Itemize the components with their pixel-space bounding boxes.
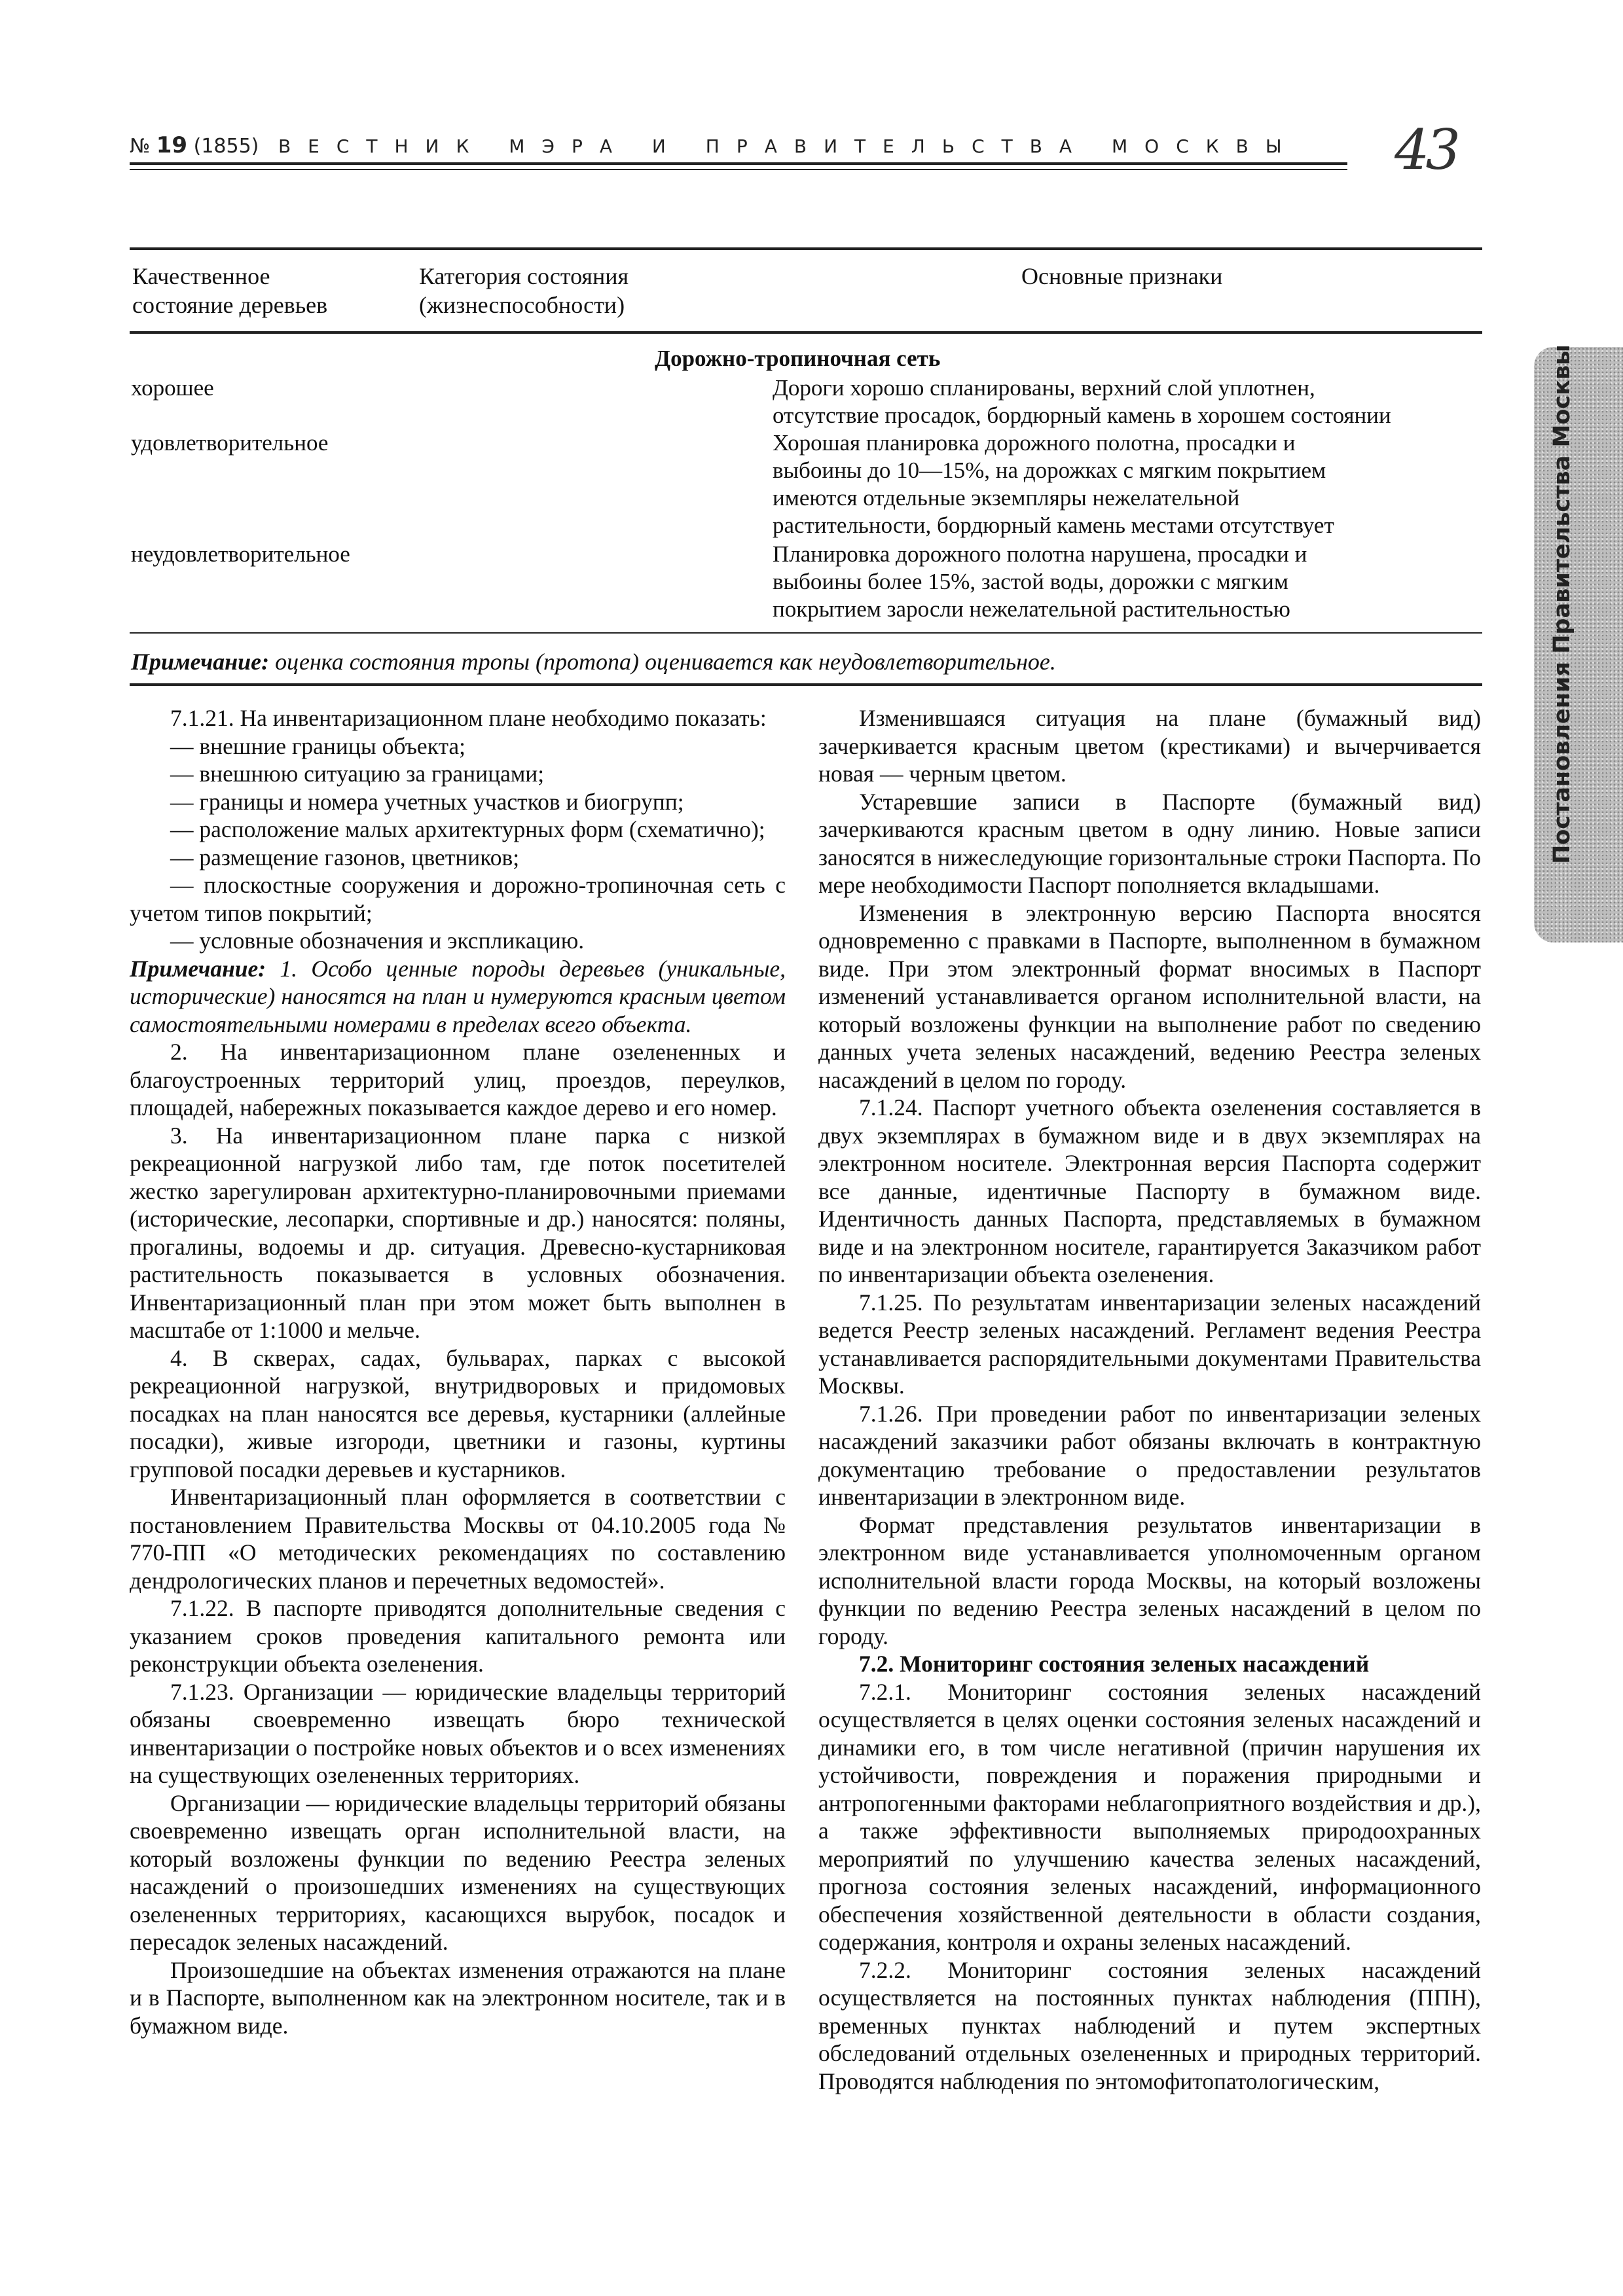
table-header-col2: Категория состояния (жизнеспособности) <box>419 263 629 318</box>
table-row-state: хорошее <box>131 375 214 401</box>
list-item: — расположение малых архитектурных форм (схематично); <box>170 816 765 842</box>
list-item: — условные обозначения и экспликацию. <box>170 927 585 954</box>
section-side-tab-label: Постановления Правительства Москвы <box>1549 344 1575 864</box>
list-item: — плоскостные сооружения и дорожно-тропиночная сеть с учетом типов покрытий; <box>130 872 786 926</box>
paragraph: 7.2.2. Мониторинг состояния зеленых насаждений осуществляется на постоянных пунктах наблюдения (ППН), временных пунктах наблюдений и путем экспертных обследований отдельных озелененных и природных территорий. Проводятся наблюдения по энтомофитопатологическим, <box>818 1956 1481 2094</box>
paragraph: Формат представления результатов инвентаризации в электронном виде устанавливается уполномоченным органом исполнительной власти города Москвы, на который возложены функции по ведению Реестра зеленых насаждений в целом по городу. <box>818 1511 1481 1649</box>
table-note-rule <box>130 683 1482 686</box>
paragraph: Изменения в электронную версию Паспорта вносятся одновременно с правками в Паспорте, выполненном в бумажном виде. При этом электронный формат вносимых в Паспорт изменений устанавливается органом исполнительной власти, на который возложены функции на выполнение работ по сведению данных учета зеленых насаждений, ведению Реестра зеленых насаждений в целом по городу. <box>818 899 1481 1093</box>
paragraph: 3. На инвентаризационном плане парка с низкой рекреационной нагрузкой либо там, где поток посетителей жестко зарегулирован архитектурно-планировочными приемами (исторические, лесопарки, спортивные и др.) наносятся: поляны, прогалины, водоемы и др. ситуация. Древесно-кустарниковая растительность показывается в условных обозначения. Инвентаризационный план при этом может быть выполнен в масштабе от 1:1000 и мельче. <box>130 1122 786 1343</box>
page-number: 43 <box>1395 118 1457 182</box>
table-header-col3: Основные признаки <box>1021 263 1223 289</box>
section-side-tab <box>1534 344 1623 942</box>
paragraph: Произошедшие на объектах изменения отражаются на плане и в Паспорте, выполненном как на электронном носителе, так и в бумажном виде. <box>130 1956 786 2039</box>
table-row-signs: Хорошая планировка дорожного полотна, просадки и выбоины до 10—15%, на дорожках с мягким покрытием имеются отдельные экземпляры нежелательной растительности, бордюрный камень местами отсутствует <box>773 430 1334 538</box>
paragraph: 7.1.24. Паспорт учетного объекта озеленения составляется в двух экземплярах в бумажном виде и в двух экземплярах на электронном носителе. Электронная версия Паспорта содержит все данные, идентичные Паспорту в бумажном виде. Идентичность данных Паспорта, представляемых в бумажном виде и на электронном носителе, гарантируется Заказчиком работ по инвентаризации объекта озеленения. <box>818 1094 1481 1287</box>
paragraph: 7.1.26. При проведении работ по инвентаризации зеленых насаждений заказчики работ обязаны включать в контрактную документацию требование о предоставлении результатов инвентаризации в электронном виде. <box>818 1400 1481 1510</box>
list-item: — внешние границы объекта; <box>170 732 466 759</box>
table-section-title: Дорожно-тропиночная сеть <box>655 346 941 371</box>
table-header-col1: Качественное состояние деревьев <box>132 263 328 318</box>
list-item: — размещение газонов, цветников; <box>170 844 520 870</box>
paragraph: Организации — юридические владельцы территорий обязаны своевременно извещать орган исполнительной власти, на который возложены функции по ведению Реестра зеленых насаждений о произошедших изменениях на существующих озелененных территориях, касающихся вырубок, посадок и пересадок зеленых насаждений. <box>130 1789 786 1955</box>
issue-paren: (1855) <box>193 135 259 158</box>
journal-title: ВЕСТНИК МЭРА И ПРАВИТЕЛЬСТВА МОСКВЫ <box>278 135 1299 157</box>
table-row-signs: Планировка дорожного полотна нарушена, просадки и выбоины более 15%, застой воды, дорожки с мягким покрытием заросли нежелательной растительностью <box>773 541 1307 622</box>
paragraph: 7.1.23. Организации — юридические владельцы территорий обязаны своевременно извещать бюро технической инвентаризации о постройке новых объектов и о всех изменениях на существующих озелененных территориях. <box>130 1678 786 1788</box>
table-header-rule <box>130 331 1482 334</box>
note-paragraph: Примечание: 1. Особо ценные породы деревьев (уникальные, исторические) наносятся на план и нумеруются красным цветом самостоятельными номерами в пределах всего объекта. <box>130 955 786 1037</box>
list-item: — внешнюю ситуацию за границами; <box>170 761 545 787</box>
table-top-rule <box>130 247 1482 250</box>
right-column <box>818 704 1481 2095</box>
paragraph: Изменившаяся ситуация на плане (бумажный вид) зачеркивается красным цветом (крестиками) и вычерчивается новая — черным цветом. <box>818 705 1481 787</box>
paragraph: 2. На инвентаризационном плане озелененных и благоустроенных территорий улиц, проездов, переулков, площадей, набережных показывается каждое дерево и его номер. <box>130 1039 786 1121</box>
issue-number: 19 <box>156 132 188 158</box>
table-row-state: неудовлетворительное <box>131 541 350 567</box>
issue-no-label: № <box>130 135 151 158</box>
table-note: Примечание: оценка состояния тропы (протопа) оценивается как неудовлетворительное. <box>131 649 1056 675</box>
paragraph: Инвентаризационный план оформляется в соответствии с постановлением Правительства Москвы от 04.10.2005 года № 770-ПП «О методических рекомендациях по составлению дендрологических планов и перечетных ведомостей». <box>130 1484 786 1594</box>
list-item: — границы и номера учетных участков и биогрупп; <box>170 788 684 815</box>
paragraph: 7.1.22. В паспорте приводятся дополнительные сведения с указанием сроков проведения капитального ремонта или реконструкции объекта озеленения. <box>130 1595 786 1677</box>
section-heading: 7.2. Мониторинг состояния зеленых насаждений <box>859 1651 1370 1677</box>
paragraph: 7.1.21. На инвентаризационном плане необходимо показать: <box>170 705 767 731</box>
table-row-state: удовлетворительное <box>131 430 329 456</box>
paragraph: Устаревшие записи в Паспорте (бумажный вид) зачеркиваются красным цветом в одну линию. Новые записи заносятся в нижеследующие горизонтальные строки Паспорта. По мере необходимости Паспорт пополняется вкладышами. <box>818 788 1481 898</box>
table-bottom-rule <box>130 632 1482 634</box>
paragraph: 7.1.25. По результатам инвентаризации зеленых насаждений ведется Реестр зеленых насаждений. Регламент ведения Реестра устанавливается распорядительными документами Правительства Москвы. <box>818 1289 1481 1399</box>
header-rule-thick <box>130 162 1347 165</box>
header-rule-thin <box>130 169 1347 170</box>
paragraph: 4. В скверах, садах, бульварах, парках с высокой рекреационной нагрузкой, внутридворовых и придомовых посадках на план наносятся все деревья, кустарники (аллейные посадки), живые изгороди, цветники и газоны, куртины групповой посадки деревьев и кустарников. <box>130 1344 786 1482</box>
paragraph: 7.2.1. Мониторинг состояния зеленых насаждений осуществляется в целях оценки состояния зеленых насаждений и динамики его, в том числе негативной (причин нарушения их устойчивости, повреждения и поражения природными и антропогенными факторами неблагоприятного воздействия и др.), а также эффективности выполняемых природоохранных мероприятий по улучшению качества зеленых насаждений, прогноза состояния зеленых насаждений, информационного обеспечения хозяйственной деятельности в области создания, содержания, контроля и охраны зеленых насаждений. <box>818 1678 1481 1955</box>
left-column <box>130 704 786 2039</box>
table-row-signs: Дороги хорошо спланированы, верхний слой уплотнен, отсутствие просадок, бордюрный камень в хорошем состоянии <box>773 375 1391 428</box>
